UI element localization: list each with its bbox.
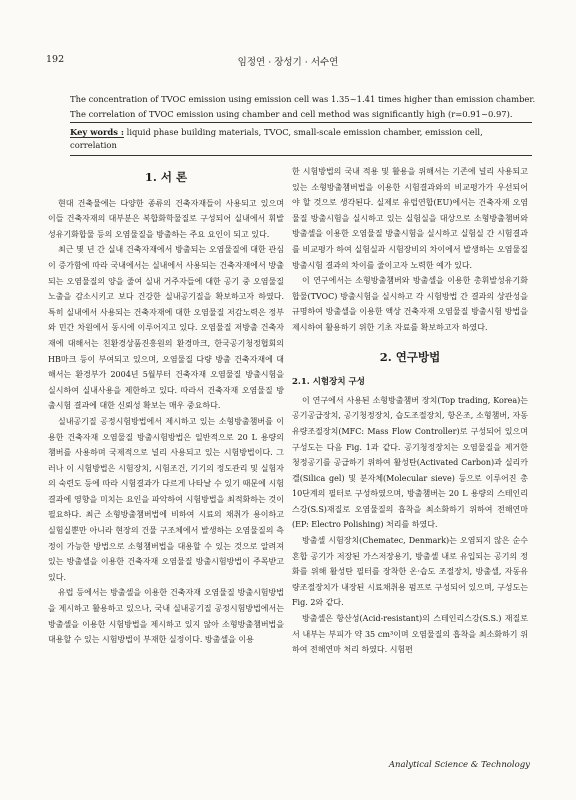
paragraph: 방출셀은 항산성(Acid-resistant)의 스테인리스강(S.S.) 재질로서 내부는 부피가 약 35 cm³이며 오염물질의 흡착을 최소화하기 위하여 전해연마 처리 하였다. 시험편: [292, 614, 528, 655]
keywords: [70, 122, 532, 156]
paragraph: 이 연구에서 사용된 소형방출챔버 장치(Top trading, Korea)는 공기공급장치, 공기청정장치, 습도조절장치, 항온조, 소형챔버, 자동유량조절장치(MFC: Mass Flow Controller)로 구성되어 있으며 구성도는 다음 Fig. 1과 같다. 공기청정장치는 오염물질을 제거한 청정공기를 공급하기 위하여 활성탄(Activated Carbon)과 실리카겔(Silica gel) 및 분자체(Molecular sieve) 등으로 이루어진 총 10단계의 필터로 구성하였으며, 방출챔버는 20 L 용량의 스테인리스강(S.S)재질로 오염물질의 흡착을 최소화하기 위하여 전해연마(EP: Electro Polishing) 처리를 하였다.: [292, 395, 528, 530]
abstract-line: The correlation of TVOC emission using chamber and cell method was significantly high (r=0.91~0.97).: [70, 109, 513, 119]
journal-footer: Analytical Science & Technology: [388, 760, 530, 770]
abstract-line: The concentration of TVOC emission using emission cell was 1.35~1.41 times higher than emission chamber.: [70, 94, 536, 104]
keywords-text: liquid phase building materials, TVOC, small-scale emission chamber, emission cell, correlation: [70, 127, 483, 150]
right-column: [292, 164, 528, 658]
abstract-tail: [70, 92, 536, 122]
paragraph: 한 시험방법의 국내 적용 및 활용을 위해서는 기존에 널리 사용되고 있는 소형방출챔버법을 이용한 시험결과와의 비교평가가 우선되어야 할 것으로 생각된다. 실제로 유럽연합(EU)에서는 건축자재 오염물질 방출시험을 실시하고 있는 실험실을 대상으로 소형방출챔버와 방출셀을 이용한 오염물질 방출시험을 실시하고 실험실 간 시험결과를 비교평가 하여 실험실과 시험장비의 차이에서 발생하는 오염물질 방출시험 결과의 차이를 줄이고자 노력한 예가 있다.: [292, 167, 528, 270]
paragraph: 최근 몇 년 간 실내 건축자재에서 방출되는 오염물질에 대한 관심이 증가함에 따라 국내에서는 실내에서 사용되는 건축자재에서 방출되는 오염물질의 양을 줄여 실내 거주자들에 대한 공기 중 오염물질 노출을 감소시키고 보다 건강한 실내공기질을 확보하고자 하였다. 특히 실내에서 사용되는 건축자재에 대한 오염물질 저감노력은 정부와 민간 차원에서 동시에 이루어지고 있다. 오염물질 저방출 건축자재에 대해서는 친환경상품진흥원의 환경마크, 한국공기청정협회의 HB마크 등이 부여되고 있으며, 오염물질 다량 방출 건축자재에 대해서는 환경부가 2004년 5월부터 건축자재 오염물질 방출시험을 실시하여 실내사용을 제한하고 있다. 따라서 건축자재 오염물질 방출시험 결과에 대한 신뢰성 확보는 매우 중요하다.: [48, 245, 284, 411]
paragraph: 현대 건축물에는 다양한 종류의 건축자재들이 사용되고 있으며 이들 건축자재의 대부분은 복합화학물질로 구성되어 실내에서 휘발성유기화합물 등의 오염물질을 방출하는 주요 요인이 되고 있다.: [48, 198, 284, 239]
paragraph: 방출셀 시험장치(Chematec, Denmark)는 오염되지 않은 순수 혼합 공기가 저장된 가스저장용기, 방출셀 내로 유입되는 공기의 정화를 위해 활성탄 필터를 장착한 온·습도 조절장치, 방출셀, 자동유량조절장치가 내장된 시료채취용 펌프로 구성되어 있으며, 구성도는 Fig. 2와 같다.: [292, 536, 528, 608]
section-heading-methods: 2. 연구방법: [379, 349, 441, 364]
paragraph: 실내공기질 공정시험방법에서 제시하고 있는 소형방출챔버를 이용한 건축자재 오염물질 방출시험방법은 일반적으로 20 L 용량의 챔버를 사용하며 국제적으로 널리 사용되고 있는 시험방법이다. 그러나 이 시험방법은 시험장치, 시험조건, 기기의 정도관리 및 실험자의 숙련도 등에 따라 시험결과가 다르게 나타날 수 있기 때문에 시험결과에 영향을 미치는 요인을 파악하여 시험방법을 최적화하는 것이 필요하다. 최근 소형방출챔버법에 비하여 시료의 채취가 용이하고 실험실뿐만 아니라 현장의 건물 구조체에서 발생하는 오염물질의 측정이 가능한 방법으로 소형챔버법을 대용할 수 있는 것으로 알려져 있는 방출셀을 이용한 건축자재 오염물질 방출시험방법이 주목받고 있다.: [48, 416, 284, 582]
subsection-heading: 2.1. 시험장치 구성: [292, 377, 365, 388]
section-heading-introduction: 1. 서 론: [144, 170, 188, 184]
keywords-label: Key words :: [70, 127, 124, 137]
paragraph: 유럽 등에서는 방출셀을 이용한 건축자재 오염물질 방출시험방법을 제시하고 활용하고 있으나, 국내 실내공기질 공정시험방법에서는 방출셀을 이용한 시험방법을 제시하고 있지 않아 소형방출챔버법을 대용할 수 있는 시험방법이 부재한 실정이다. 방출셀을 이용: [48, 588, 284, 645]
running-authors: 임정연 · 장성기 · 서수연: [237, 57, 339, 68]
paragraph: 이 연구에서는 소형방출챔버와 방출셀을 이용한 총휘발성유기화합물(TVOC) 방출시험을 실시하고 각 시험방법 간 결과의 상관성을 규명하여 방출셀을 이용한 액상 건축자재 오염물질 방출시험 방법을 제시하여 활용하기 위한 기초 자료를 확보하고자 하였다.: [292, 276, 528, 332]
page-number: 192: [46, 54, 65, 65]
left-column: [48, 164, 284, 648]
